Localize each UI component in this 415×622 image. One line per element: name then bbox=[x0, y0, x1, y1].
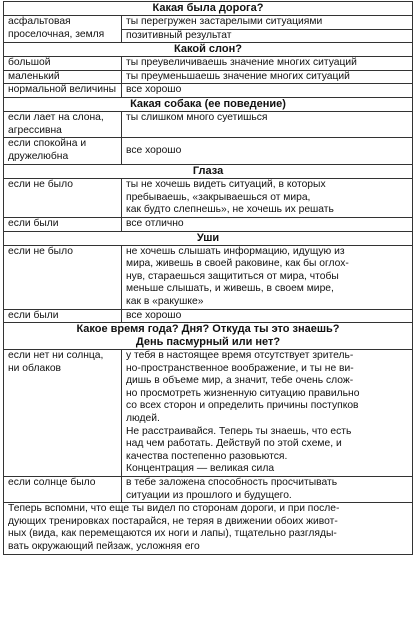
text-line: как будто слепнешь», не хочешь их решать bbox=[126, 204, 334, 216]
table-row bbox=[4, 84, 413, 98]
section-title bbox=[4, 323, 413, 350]
section-header-elephant bbox=[4, 43, 413, 57]
text-line: Концентрация — великая сила bbox=[126, 463, 275, 475]
table-row bbox=[4, 57, 413, 71]
condition-cell: если были bbox=[4, 309, 122, 323]
meaning-cell bbox=[122, 179, 413, 218]
table-row bbox=[4, 477, 413, 503]
section-title: Какая была дорога? bbox=[4, 2, 413, 16]
meaning-cell: все хорошо bbox=[122, 309, 413, 323]
condition-cell bbox=[4, 350, 122, 477]
text-line: мира, живешь в своей раковине, как бы оглох- bbox=[126, 258, 349, 270]
condition-cell: маленький bbox=[4, 70, 122, 84]
text-line: но-пространственное воображение, и ты не ви- bbox=[126, 362, 354, 374]
test-table bbox=[3, 1, 413, 555]
condition-cell: если солнце было bbox=[4, 477, 122, 503]
text-line: дишь в объеме мир, а значит, тебе очень слож- bbox=[126, 375, 354, 387]
section-title: Глаза bbox=[4, 165, 413, 179]
text-line: ты не хочешь видеть ситуаций, в которых bbox=[126, 179, 326, 191]
text-line: людей. bbox=[126, 413, 160, 425]
meaning-cell: ты слишком много суетишься bbox=[122, 111, 413, 137]
text-line: пребываешь, «закрываешься от мира, bbox=[126, 191, 311, 203]
section-title-line: День пасмурный или нет? bbox=[135, 336, 281, 349]
text-line: но просмотреть жизненную ситуацию правильно bbox=[126, 387, 360, 399]
meaning-cell: позитивный результат bbox=[122, 29, 413, 43]
condition-cell: если спокойна и дружелюбна bbox=[4, 138, 122, 165]
section-header-eyes bbox=[4, 165, 413, 179]
table-row bbox=[4, 245, 413, 309]
text-line: у тебя в настоящее время отсутствует зритель- bbox=[126, 350, 354, 362]
section-header-season bbox=[4, 323, 413, 350]
text-line: вать окружающий пейзаж, усложняя его bbox=[8, 541, 200, 552]
condition-cell: если не было bbox=[4, 179, 122, 218]
text-line: если нет ни солнца, bbox=[8, 350, 104, 362]
meaning-cell: все отлично bbox=[122, 217, 413, 231]
text-line: в тебе заложена способность просчитывать bbox=[126, 477, 338, 489]
text-line: ни облаков bbox=[8, 362, 62, 374]
footer-paragraph bbox=[4, 503, 413, 554]
section-header-dog bbox=[4, 97, 413, 111]
meaning-cell: все хорошо bbox=[122, 138, 413, 165]
table-row bbox=[4, 179, 413, 218]
text-line: ных (вида, как перемещаются их ноги и лапы), тщательно разгляды- bbox=[8, 528, 337, 540]
section-header-ears bbox=[4, 231, 413, 245]
meaning-cell: ты преуменьшаешь значение многих ситуаций bbox=[122, 70, 413, 84]
text-line: как в «ракушке» bbox=[126, 295, 204, 307]
section-title: Какой слон? bbox=[4, 43, 413, 57]
text-line: ситуации из прошлого и будущего. bbox=[126, 489, 292, 501]
table-row bbox=[4, 217, 413, 231]
condition-cell: если были bbox=[4, 217, 122, 231]
text-line: не хочешь слышать информацию, идущую из bbox=[126, 245, 345, 257]
meaning-cell: все хорошо bbox=[122, 84, 413, 98]
meaning-cell: ты перегружен застарелыми ситуациями bbox=[122, 16, 413, 30]
table-row bbox=[4, 70, 413, 84]
table-row bbox=[4, 16, 413, 30]
section-header-road bbox=[4, 2, 413, 16]
text-line: Не расстраивайся. Теперь ты знаешь, что есть bbox=[126, 425, 352, 437]
text-line: нув, стараешься защититься от мира, чтобы bbox=[126, 270, 339, 282]
text-line: Теперь вспомни, что еще ты видел по сторонам дороги, и при после- bbox=[8, 503, 340, 515]
meaning-cell bbox=[122, 350, 413, 477]
condition-cell: если не было bbox=[4, 245, 122, 309]
condition-cell: большой bbox=[4, 57, 122, 71]
text-line: меньше слышать, и живешь, в своем мире, bbox=[126, 283, 334, 295]
footer-row bbox=[4, 503, 413, 554]
text-line: со всех сторон и определить причины поступков bbox=[126, 400, 359, 412]
condition-cell: нормальной величины bbox=[4, 84, 122, 98]
table-row bbox=[4, 309, 413, 323]
text-line: дующих тренировках постарайся, не теряя в движении обоих живот- bbox=[8, 515, 338, 527]
table-row bbox=[4, 350, 413, 477]
table-row bbox=[4, 111, 413, 137]
condition-cell: асфальтовая проселочная, земля bbox=[4, 16, 122, 43]
section-title: Уши bbox=[4, 231, 413, 245]
section-title: Какая собака (ее поведение) bbox=[4, 97, 413, 111]
section-title-line: Какое время года? Дня? Откуда ты это знаешь? bbox=[76, 323, 340, 336]
meaning-cell: ты преувеличиваешь значение многих ситуаций bbox=[122, 57, 413, 71]
text-line: качества постепенно разовьются. bbox=[126, 450, 288, 462]
condition-cell: если лает на слона, агрессивна bbox=[4, 111, 122, 137]
table-row bbox=[4, 138, 413, 165]
text-line: над чем работать. Действуй по этой схеме, и bbox=[126, 438, 342, 450]
meaning-cell bbox=[122, 245, 413, 309]
meaning-cell bbox=[122, 477, 413, 503]
